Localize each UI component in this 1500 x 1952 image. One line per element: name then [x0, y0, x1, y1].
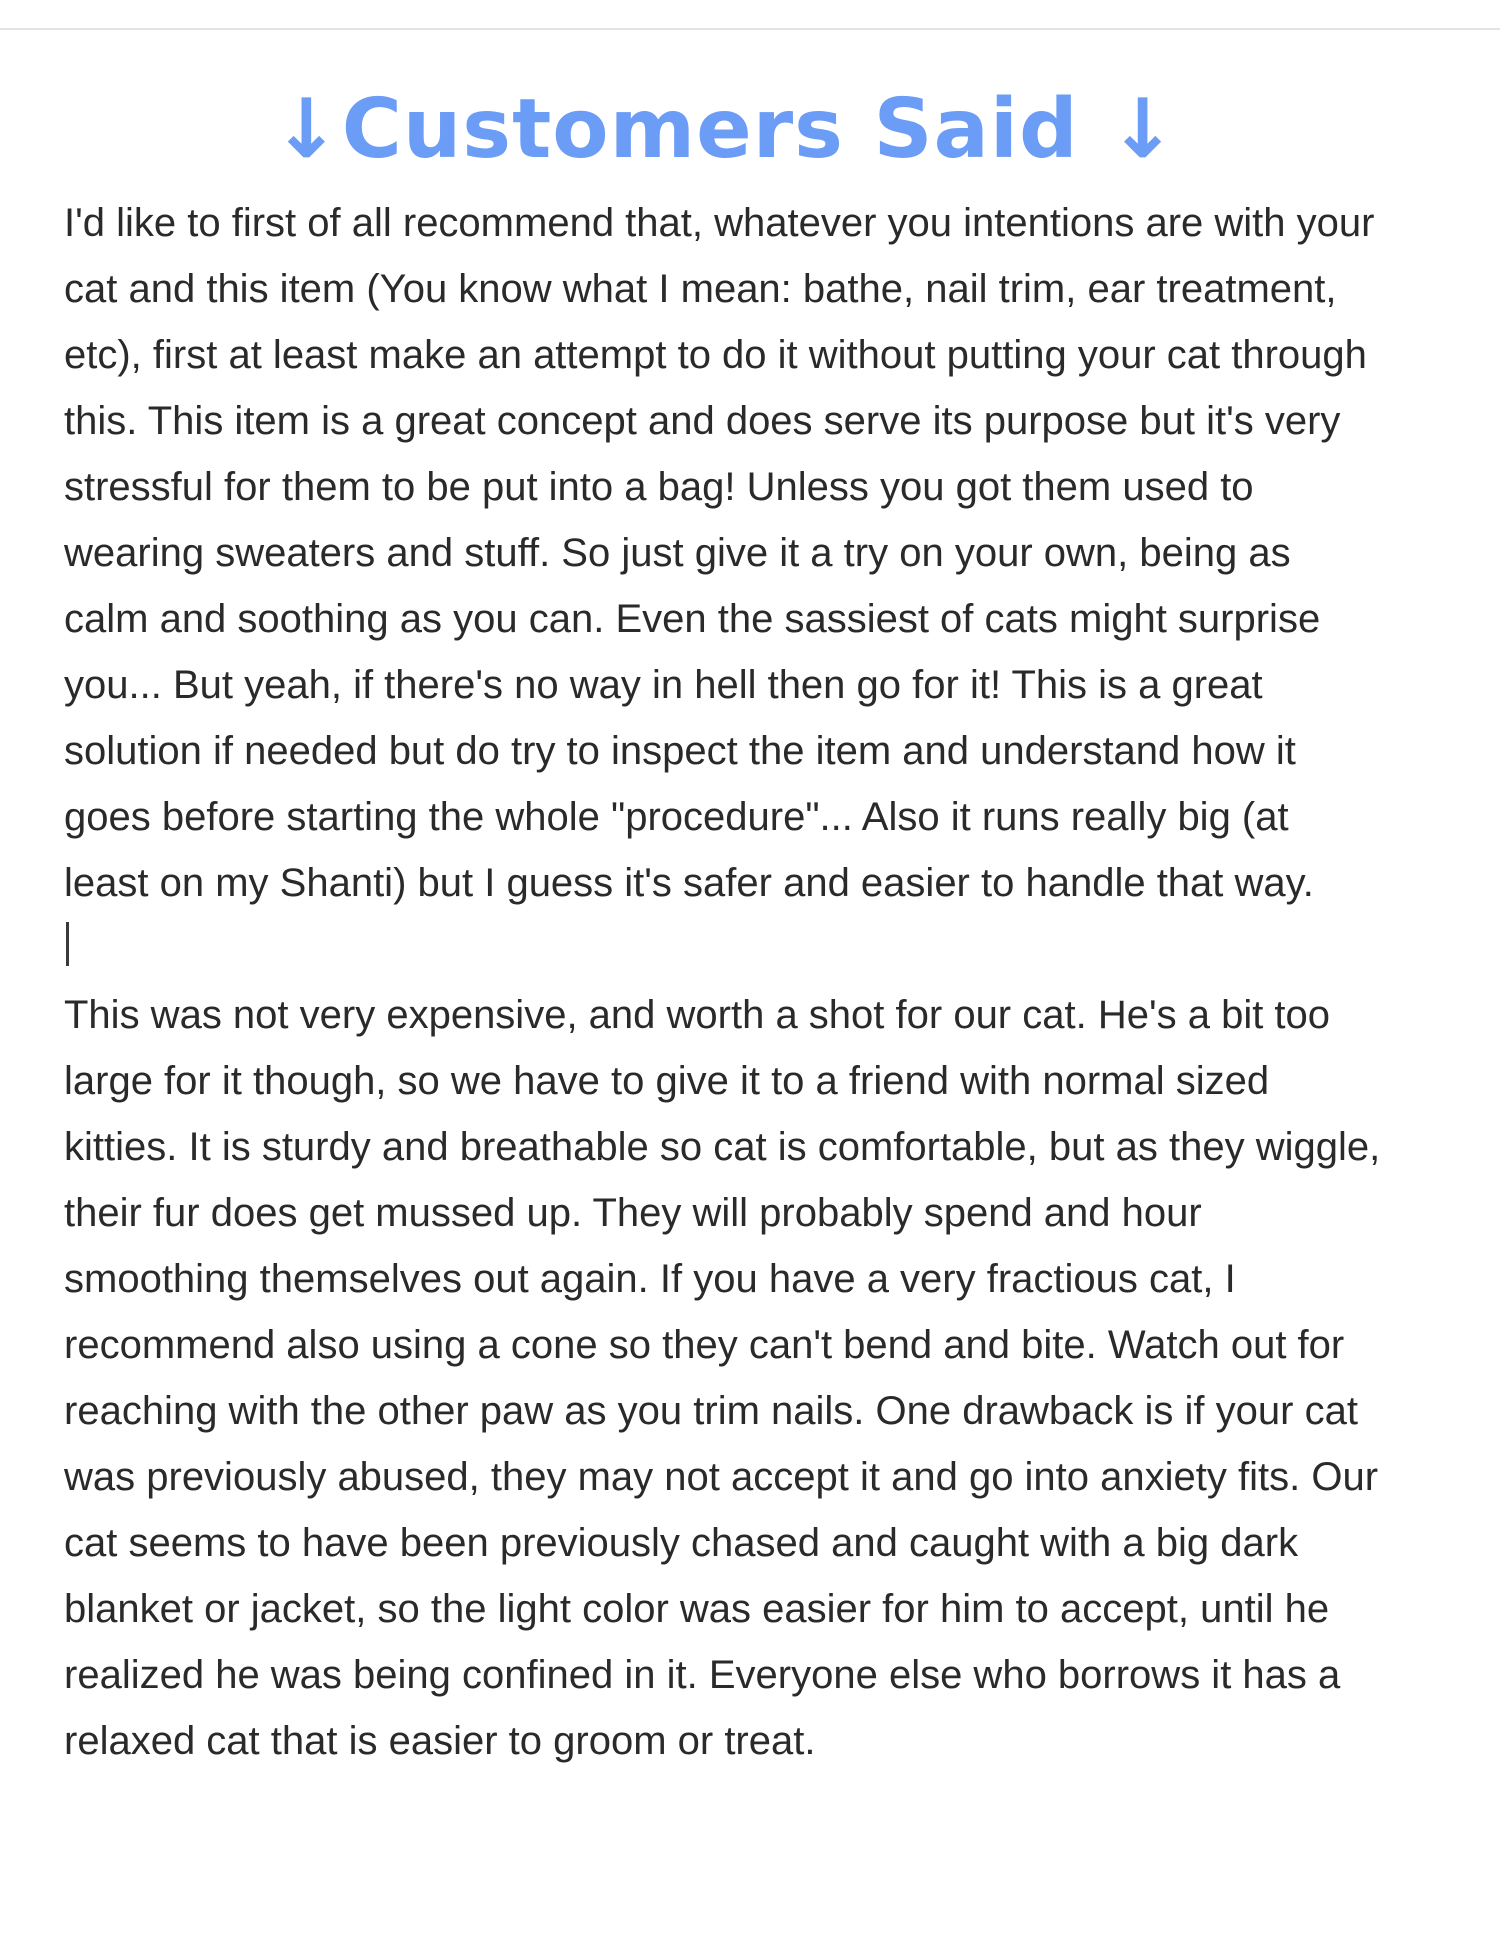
review-text: This was not very expensive, and worth a shot for our cat. He's a bit too large for it though, so we have to give it to a friend with normal sized kitties. It is sturdy and breathable so cat is comfortable, but as they wiggle, their fur does get mussed up. They will probably spend and hour smoothing themselves out again. If you have a very fractious cat, I recommend also using a cone so they can't bend and bite. Watch out for reaching with the other paw as you trim nails. One drawback is if your cat was previously abused, they may not accept it and go into anxiety fits. Our cat seems to have been previously chased and caught with a big dark blanket or jacket, so the light color was easier for him to accept, until he realized he was being confined in it. Everyone else who borrows it has a relaxed cat that is easier to groom or treat.	[64, 993, 1381, 1763]
reviews-container	[64, 190, 1384, 1774]
top-divider	[0, 28, 1500, 30]
review-separator	[64, 916, 1384, 982]
review-text: I'd like to first of all recommend that, whatever you intentions are with your cat and this item (You know what I mean: bathe, nail trim, ear treatment, etc), first at least make an attempt to do it without putting your cat through this. This item is a great concept and does serve its purpose but it's very stressful for them to be put into a bag! Unless you got them used to wearing sweaters and stuff. So just give it a try on your own, being as calm and soothing as you can. Even the sassiest of cats might surprise you... But yeah, if there's no way in hell then go for it! This is a great solution if needed but do try to inspect the item and understand how it goes before starting the whole "procedure"... Also it runs really big (at least on my Shanti) but I guess it's safer and easier to handle that way.	[64, 201, 1375, 905]
section-heading: ↓Customers Said ↓	[272, 82, 1178, 177]
text-cursor	[66, 922, 69, 966]
